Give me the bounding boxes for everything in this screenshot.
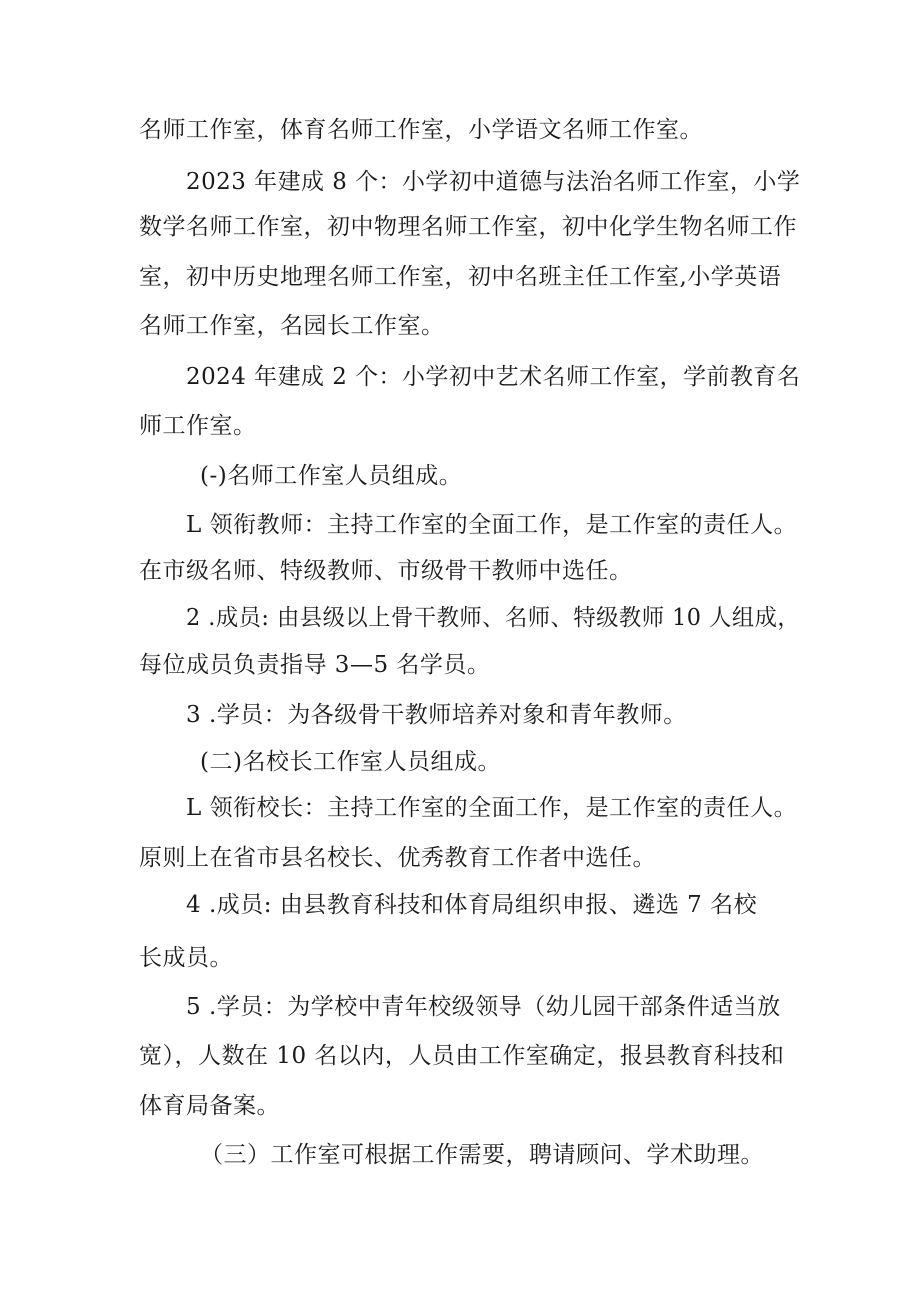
text-line-4: 室，初中历史地理名师工作室，初中名班主任工作室,小学英语: [139, 264, 782, 290]
text-line-16: 原则上在省市县名校长、优秀教育工作者中选任。: [139, 845, 656, 871]
text-line-18: 长成员。: [139, 945, 233, 971]
text-line-5: 名师工作室，名园长工作室。: [139, 313, 445, 339]
text-line-15: L 领衔校长：主持工作室的全面工作，是工作室的责任人。: [186, 795, 798, 821]
text-line-13: 3 .学员：为各级骨干教师培养对象和青年教师。: [186, 702, 687, 728]
text-line-14: (二)名校长工作室人员组成。: [200, 749, 501, 775]
text-line-7: 师工作室。: [139, 413, 257, 439]
text-line-10: 在市级名师、特级教师、市级骨干教师中选任。: [139, 558, 633, 584]
text-line-17: 4 .成员: 由县教育科技和体育局组织申报、遴选 7 名校: [186, 892, 758, 918]
text-line-2: 2023 年建成 8 个：小学初中道德与法治名师工作室，小学: [186, 169, 801, 195]
text-line-6: 2024 年建成 2 个：小学初中艺术名师工作室，学前教育名: [186, 364, 801, 390]
text-line-19: 5 .学员：为学校中青年校级领导（幼儿园干部条件适当放: [186, 994, 781, 1020]
text-line-20: 宽），人数在 10 名以内，人员由工作室确定，报县教育科技和: [139, 1043, 785, 1069]
text-line-9: L 领衔教师：主持工作室的全面工作，是工作室的责任人。: [186, 512, 798, 538]
text-line-8: (-)名师工作室人员组成。: [200, 463, 463, 489]
text-line-3: 数学名师工作室，初中物理名师工作室，初中化学生物名师工作: [139, 214, 797, 240]
text-line-1: 名师工作室，体育名师工作室，小学语文名师工作室。: [139, 117, 703, 143]
text-line-21: 体育局备案。: [139, 1093, 280, 1119]
text-line-11: 2 .成员: 由县级以上骨干教师、名师、特级教师 10 人组成，: [186, 605, 801, 631]
text-line-12: 每位成员负责指导 3—5 名学员。: [139, 652, 491, 678]
text-line-22: （三）工作室可根据工作需要，聘请顾问、学术助理。: [200, 1142, 764, 1168]
